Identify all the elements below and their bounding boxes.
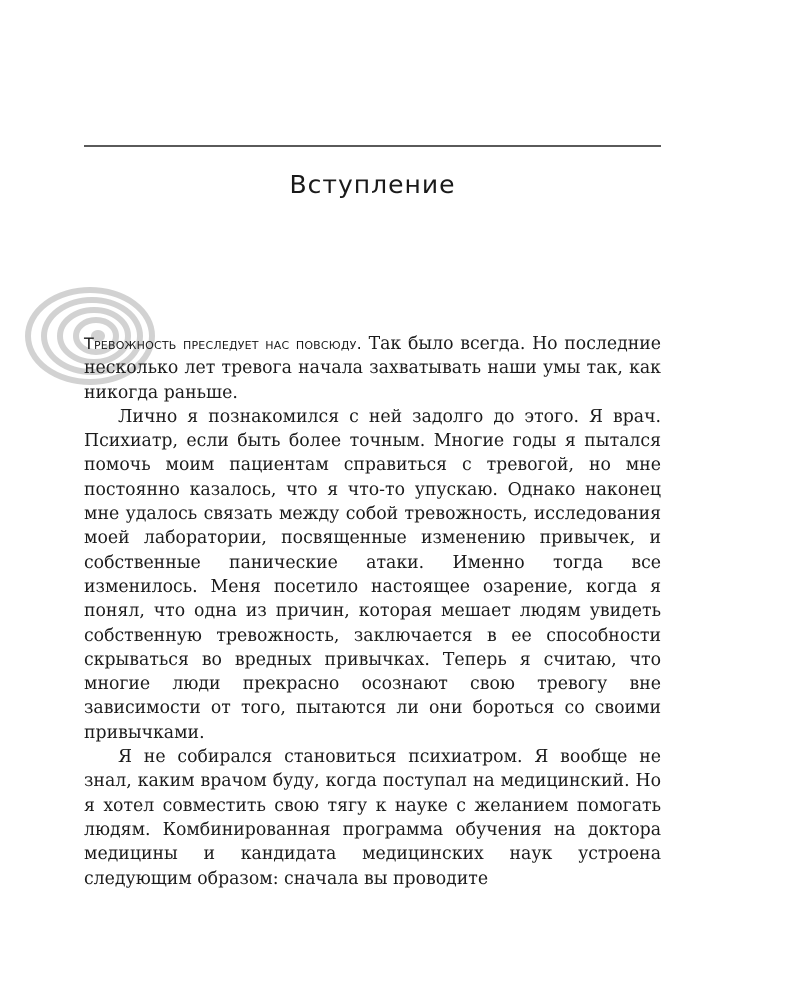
chapter-body xyxy=(84,332,661,891)
paragraph-1 xyxy=(84,332,661,405)
paragraph-text: Так было всегда. Но последние несколько лет тревога начала захватывать наши умы так, как никогда раньше. xyxy=(84,334,661,403)
paragraph-2: Лично я познакомился с ней задолго до этого. Я врач. Психиатр, если быть более точным. Многие годы я пытался помочь моим пациентам справиться с тревогой, но мне постоянно казалось, что я что-то упускаю. Однако наконец мне удалось связать между собой тревожность, исследования моей лаборатории, посвященные изменению привычек, и собственные панические атаки. Именно тогда все изменилось. Меня посетило настоящее озарение, когда я понял, что одна из причин, которая мешает людям увидеть собственную тревожность, заключается в ее способности скрываться во вредных привычках. Теперь я считаю, что многие люди прекрасно осознают свою тревогу вне зависимости от того, пытаются ли они бороться со своими привычками. xyxy=(84,406,661,743)
chapter-title: Вступление xyxy=(289,170,456,199)
chapter-rule xyxy=(84,145,661,147)
paragraph-3: Я не собирался становиться психиатром. Я вообще не знал, каким врачом буду, когда поступал на медицинский. Но я хотел совместить свою тягу к науке с желанием помогать людям. Комбинированная программа обучения на доктора медицины и кандидата медицинских наук устроена следующим образом: сначала вы проводите xyxy=(84,747,661,889)
paragraph-lead: Тревожность преследует нас повсюду. xyxy=(84,334,362,353)
